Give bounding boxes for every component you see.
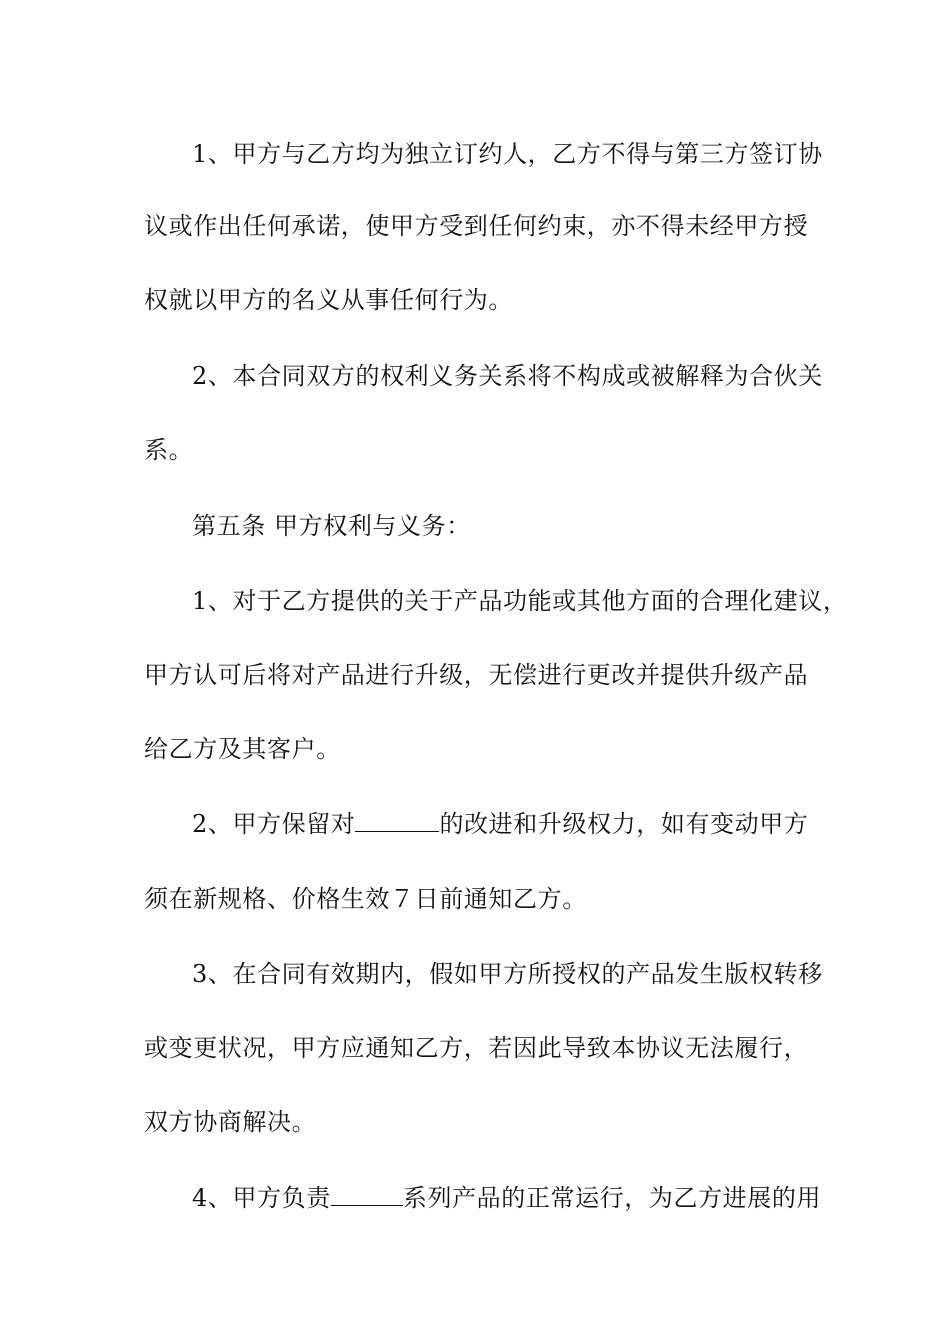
text-segment: 的改进和升级权力，如有变动甲方 xyxy=(439,810,809,838)
text-line: 权就以甲方的名义从事任何行为。 xyxy=(144,286,513,314)
text-line: 双方协商解决。 xyxy=(144,1108,317,1136)
fill-in-blank xyxy=(331,1185,403,1206)
text-line xyxy=(192,1182,872,1214)
text-segment: 4、甲方负责 xyxy=(192,1184,331,1212)
text-segment: 系列产品的正常运行，为乙方进展的用 xyxy=(402,1184,822,1212)
text-line: 须在新规格、价格生效７日前通知乙方。 xyxy=(144,885,587,913)
section-heading: 第五条 甲方权利与义务： xyxy=(192,512,471,540)
fill-in-blank xyxy=(355,811,439,832)
text-line: 2、本合同双方的权利义务关系将不构成或被解释为合伙关 xyxy=(192,362,823,390)
text-line: 甲方认可后将对产品进行升级，无偿进行更改并提供升级产品 xyxy=(144,661,809,689)
text-line xyxy=(192,808,872,840)
text-line: 1、对于乙方提供的关于产品功能或其他方面的合理化建议， xyxy=(192,587,848,615)
text-line: 给乙方及其客户。 xyxy=(144,735,341,763)
text-line: 3、在合同有效期内，假如甲方所授权的产品发生版权转移 xyxy=(192,960,823,988)
text-line: 议或作出任何承诺，使甲方受到任何约束，亦不得未经甲方授 xyxy=(144,212,809,240)
text-line: 1、甲方与乙方均为独立订约人，乙方不得与第三方签订协 xyxy=(192,140,823,168)
text-line: 系。 xyxy=(144,436,194,464)
text-segment: 2、甲方保留对 xyxy=(192,810,356,838)
text-line: 或变更状况，甲方应通知乙方，若因此导致本协议无法履行， xyxy=(144,1034,809,1062)
